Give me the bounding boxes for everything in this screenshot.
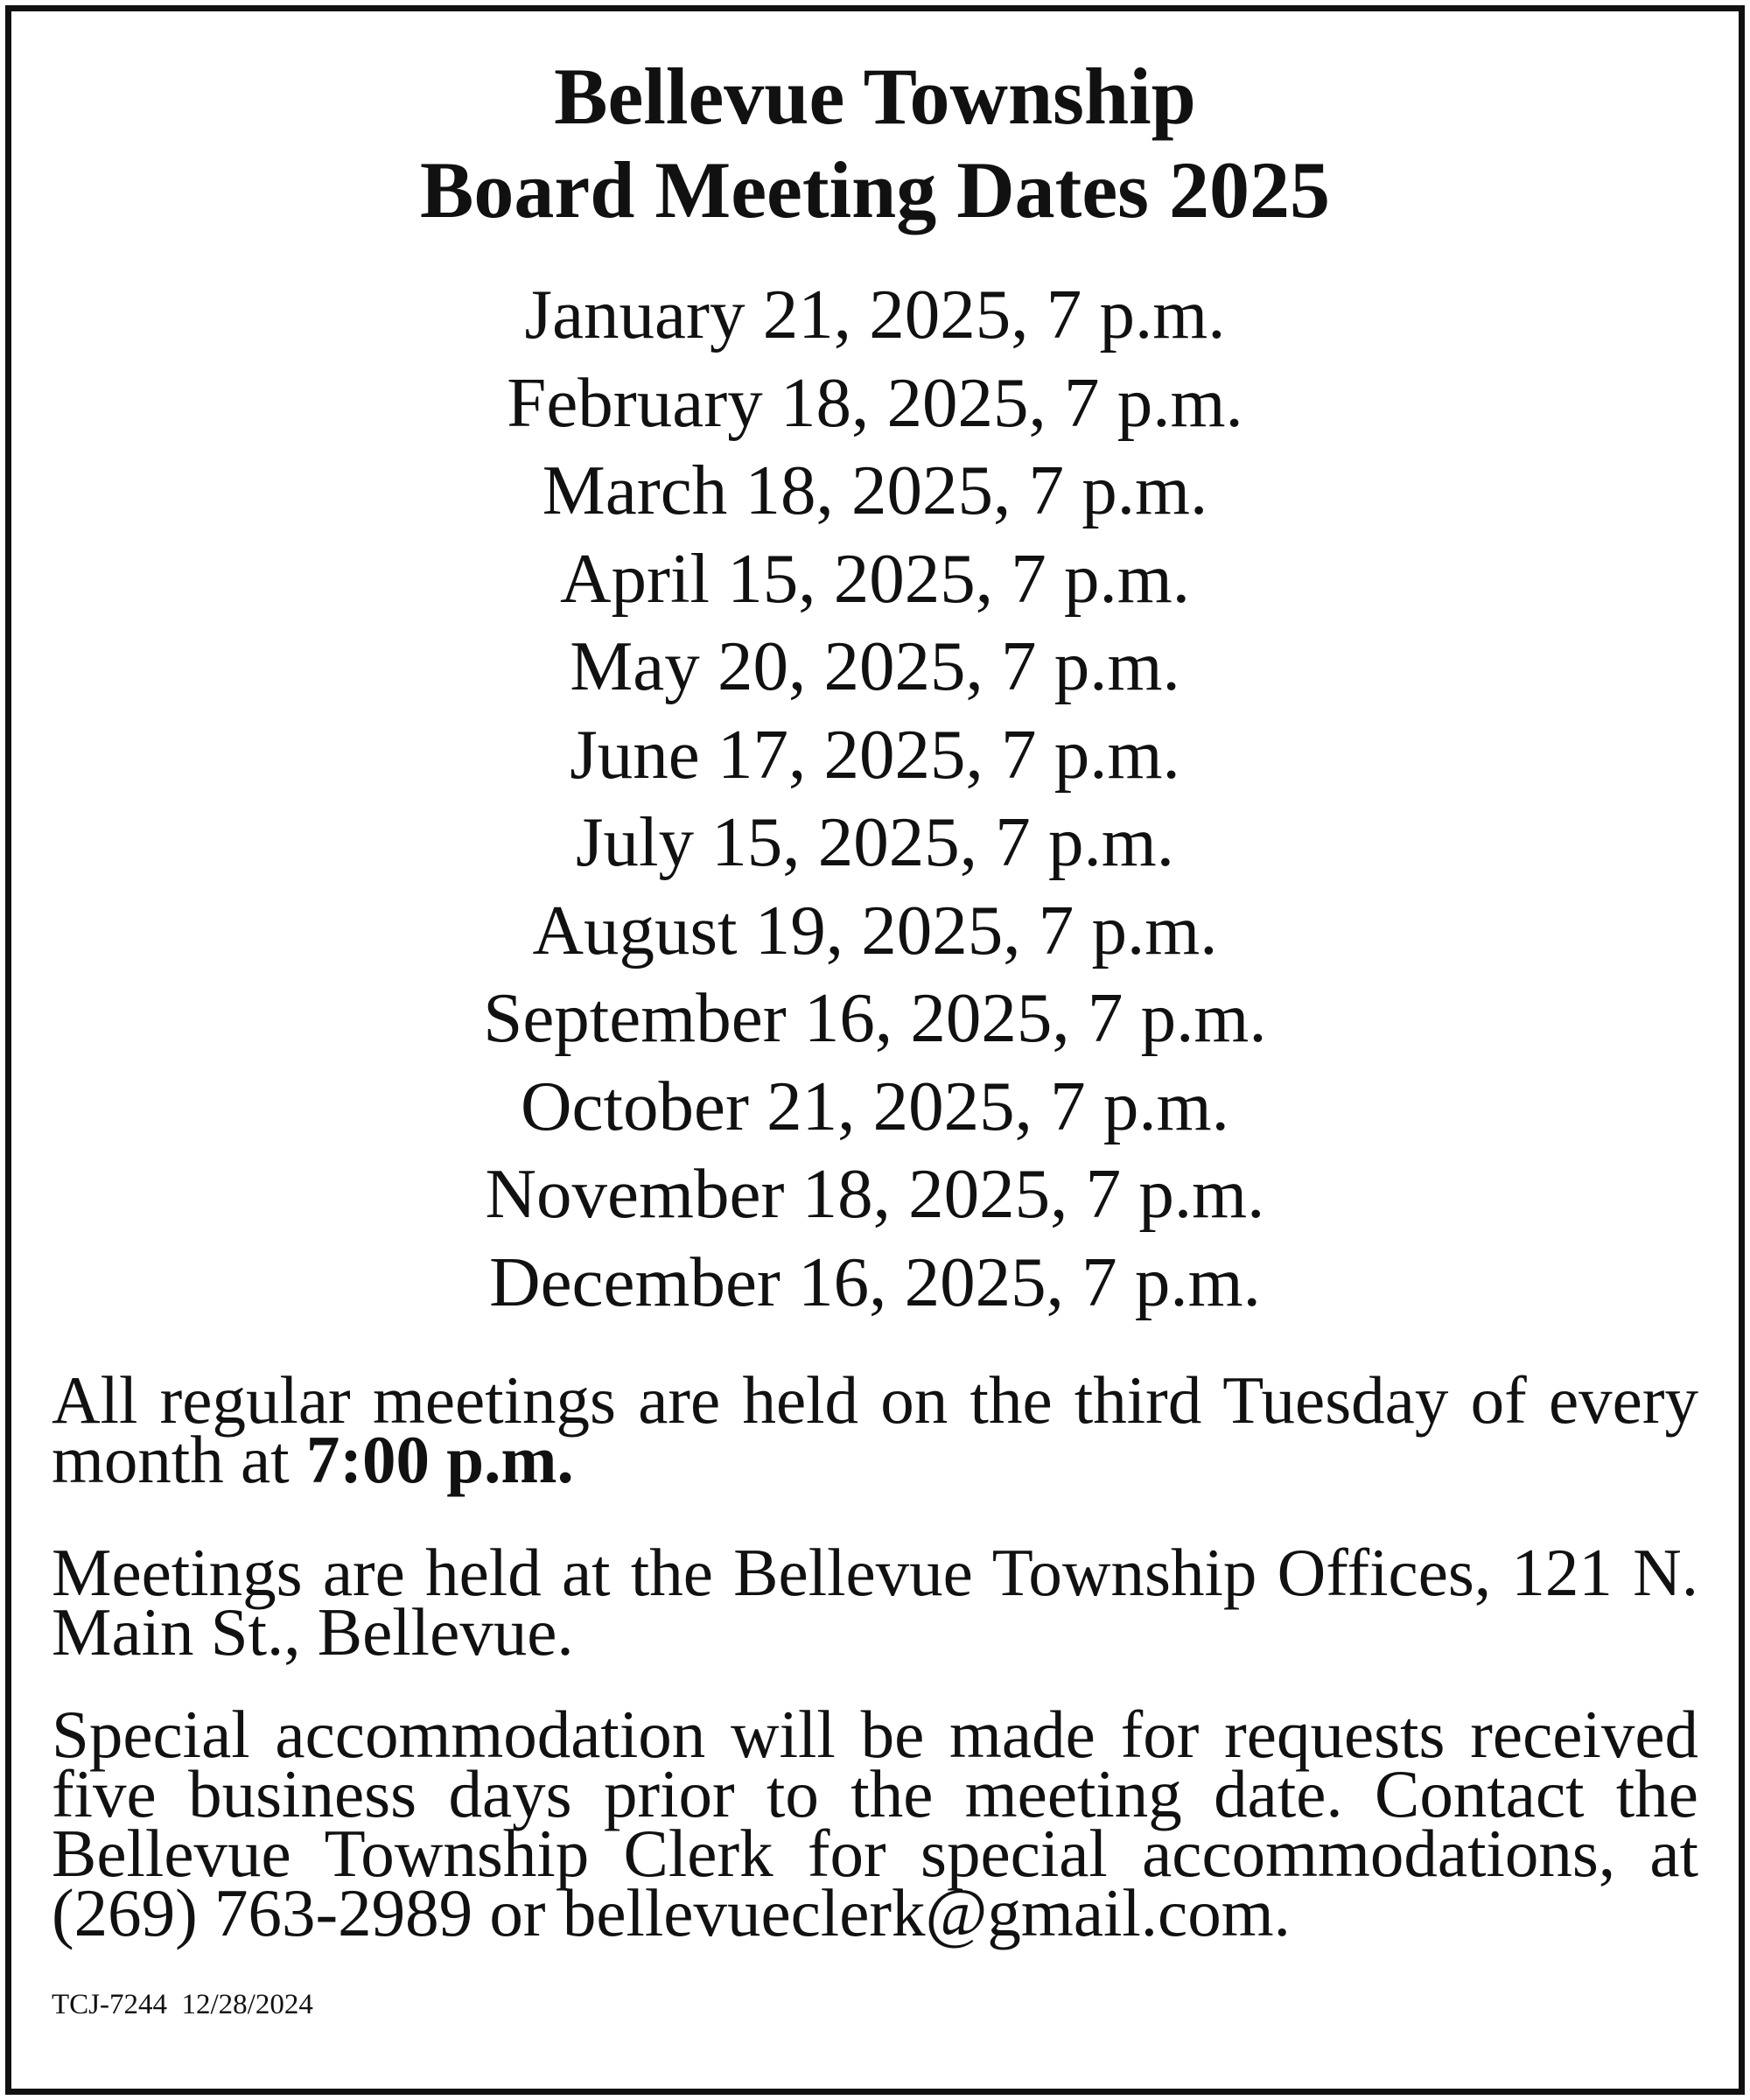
- title-line-2: Board Meeting Dates 2025: [420, 145, 1330, 234]
- meeting-date: October 21, 2025, 7 p.m.: [521, 1066, 1229, 1145]
- schedule-time: 7:00 p.m.: [305, 1422, 574, 1497]
- meeting-date: May 20, 2025, 7 p.m.: [570, 626, 1180, 705]
- meeting-date: February 18, 2025, 7 p.m.: [507, 362, 1243, 442]
- meeting-date: November 18, 2025, 7 p.m.: [485, 1154, 1265, 1233]
- meeting-date: August 19, 2025, 7 p.m.: [532, 890, 1218, 970]
- title-line-1: Bellevue Township: [554, 52, 1196, 141]
- location-paragraph: Meetings are held at the Bellevue Township Offices, 121 N. Main St., Bellevue.: [52, 1535, 1698, 1670]
- accommodation-paragraph: Special accommodation will be made for requests received five business days prior to the meeting date. Contact the Bellevue Township Clerk for special accommodations, at (269) 763-2989 or bellevueclerk@gmail.com.: [52, 1697, 1698, 1950]
- meeting-date: March 18, 2025, 7 p.m.: [542, 451, 1208, 529]
- schedule-paragraph: [52, 1362, 1698, 1497]
- meeting-date: December 16, 2025, 7 p.m.: [489, 1242, 1261, 1321]
- legal-notice: [5, 5, 1745, 2095]
- schedule-text: All regular meetings are held on the third Tuesday of every month at: [52, 1362, 1698, 1497]
- meeting-date: September 16, 2025, 7 p.m.: [483, 978, 1267, 1057]
- meeting-date: July 15, 2025, 7 p.m.: [575, 802, 1175, 881]
- notice-title: [11, 50, 1739, 237]
- meeting-date: April 15, 2025, 7 p.m.: [560, 538, 1190, 618]
- meeting-dates-list: [11, 270, 1739, 1326]
- notice-footer: [52, 1989, 313, 2021]
- footer-code: TCJ-7244: [52, 1989, 167, 2020]
- meeting-date: January 21, 2025, 7 p.m.: [524, 275, 1226, 354]
- footer-date: 12/28/2024: [181, 1989, 313, 2020]
- meeting-date: June 17, 2025, 7 p.m.: [570, 714, 1180, 794]
